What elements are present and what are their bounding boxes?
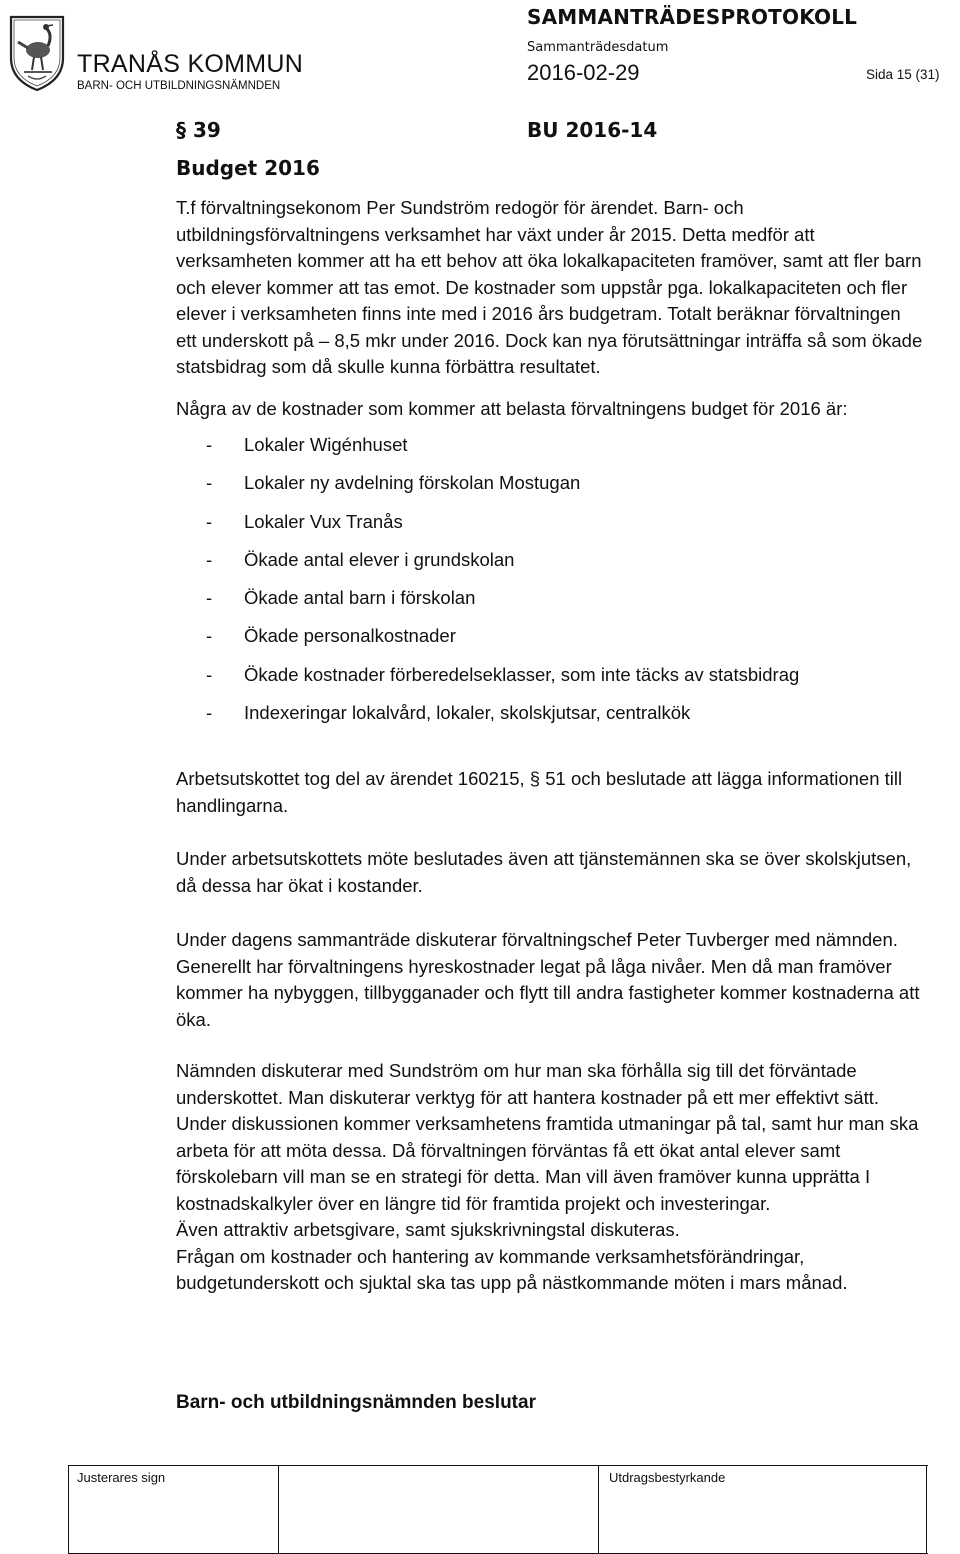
list-dash: - <box>206 434 213 455</box>
text-line: Arbetsutskottet tog del av ärendet 160215, § 51 och beslutade att lägga informationen till <box>176 768 903 789</box>
list-item: - Ökade antal elever i grundskolan <box>206 547 799 585</box>
paragraph-board-discussion <box>176 1058 918 1297</box>
justerares-sign-label: Justerares sign <box>77 1470 166 1485</box>
text-line: verksamheten kommer att ha ett behov att öka lokalkapaciteten framöver, samt att fler barn <box>176 250 922 271</box>
list-item: - Lokaler ny avdelning förskolan Mostugan <box>206 470 799 508</box>
list-item: - Lokaler Wigénhuset <box>206 432 799 470</box>
text-line: Under diskussionen kommer verksamhetens framtida utmaningar på tal, samt hur man ska <box>176 1113 919 1134</box>
text-line: förskolebarn vill man se en strategi för detta. Man vill även framöver kunna upprätta I <box>176 1166 871 1187</box>
text-line: Nämnden diskuterar med Sundström om hur man ska förhålla sig till det förväntade <box>176 1060 857 1081</box>
footer-divider <box>68 1466 69 1553</box>
text-line: statsbidrag som då skulle kunna förbättra resultatet. <box>176 356 601 377</box>
text-line: T.f förvaltningsekonom Per Sundström redogör för ärendet. Barn- och <box>176 197 744 218</box>
list-dash: - <box>206 510 213 532</box>
text-line: Frågan om kostnader och hantering av kommande verksamhetsförändringar, <box>176 1245 805 1267</box>
signature-footer <box>68 1465 928 1554</box>
list-item: - Indexeringar lokalvård, lokaler, skolskjutsar, centralkök <box>206 700 799 738</box>
intro-paragraph <box>176 195 922 381</box>
paragraph-committee <box>176 766 902 819</box>
organization-name: TRANÅS KOMMUN <box>77 50 304 78</box>
paragraph-meeting-discussion <box>176 927 919 1033</box>
text-line: Även attraktiv arbetsgivare, samt sjukskrivningstal diskuteras. <box>176 1219 680 1240</box>
decision-heading: Barn- och utbildningsnämnden beslutar <box>176 1392 536 1413</box>
text-line: kommer ha nybyggen, tillbygganader och flytt till andra fastigheter kommer kostnaderna att <box>176 982 920 1003</box>
text-line: utbildningsförvaltningens verksamhet har växt under år 2015. Detta medför att <box>176 223 815 245</box>
text-line: kostnadskalkyler över en längre tid för framtida projekt och investeringar. <box>176 1192 771 1214</box>
text-line: Under dagens sammanträde diskuterar förvaltningschef Peter Tuvberger med nämnden. <box>176 929 898 950</box>
text-line: budgetunderskott och sjuktal ska tas upp på nästkommande möten i mars månad. <box>176 1272 848 1293</box>
paragraph-school-transport <box>176 846 911 899</box>
document-type: SAMMANTRÄDESPROTOKOLL <box>527 5 858 29</box>
list-intro: Några av de kostnader som kommer att belasta förvaltningens budget för 2016 är: <box>176 398 848 419</box>
utdragsbestyrkande-label: Utdragsbestyrkande <box>609 1470 726 1485</box>
footer-divider <box>926 1466 927 1553</box>
text-line: elever i verksamheten finns inte med i 2016 års budgetram. Totalt beräknar förvaltningen <box>176 303 901 324</box>
page-number: Sida 15 (31) <box>866 67 940 82</box>
list-item: - Lokaler Vux Tranås <box>206 509 799 547</box>
text-line: då dessa har ökat i kostander. <box>176 874 423 896</box>
list-item: - Ökade personalkostnader <box>206 623 799 661</box>
date-label: Sammanträdesdatum <box>527 40 669 55</box>
meeting-date: 2016-02-29 <box>527 60 640 85</box>
municipality-crest-icon <box>8 14 66 92</box>
section-number: § 39 <box>176 118 221 142</box>
list-item: - Ökade antal barn i förskolan <box>206 585 799 623</box>
case-reference: BU 2016-14 <box>527 118 658 142</box>
list-dash: - <box>206 625 213 647</box>
text-line: handlingarna. <box>176 794 289 816</box>
text-line: arbeta för att möta dessa. Då förvaltningen förväntas få ett ökat antal elever samt <box>176 1139 841 1161</box>
text-line: Under arbetsutskottets möte beslutades även att tjänstemännen ska se över skolskjutsen, <box>176 848 912 869</box>
footer-divider <box>598 1466 599 1553</box>
list-dash: - <box>206 702 213 724</box>
text-line: Generellt har förvaltningens hyreskostnader legat på låga nivåer. Men då man framöver <box>176 955 892 977</box>
cost-list <box>206 432 799 738</box>
list-item: - Ökade kostnader förberedelseklasser, som inte täcks av statsbidrag <box>206 662 799 700</box>
list-dash: - <box>206 548 213 570</box>
footer-divider <box>278 1466 279 1553</box>
section-title: Budget 2016 <box>176 156 320 180</box>
text-line: underskottet. Man diskuterar verktyg för att hantera kostnader på ett mer effektivt sätt. <box>176 1086 879 1108</box>
text-line: öka. <box>176 1008 211 1030</box>
text-line: och elever kommer att tas emot. De kostnader som uppstår pga. lokalkapaciteten och fler <box>176 276 908 298</box>
list-dash: - <box>206 472 213 494</box>
text-line: ett underskott på – 8,5 mkr under 2016. Dock kan nya förutsättningar inträffa så som ökade <box>176 329 923 351</box>
list-dash: - <box>206 663 213 685</box>
department-name: BARN- OCH UTBILDNINGSNÄMNDEN <box>77 80 281 92</box>
list-dash: - <box>206 587 213 609</box>
